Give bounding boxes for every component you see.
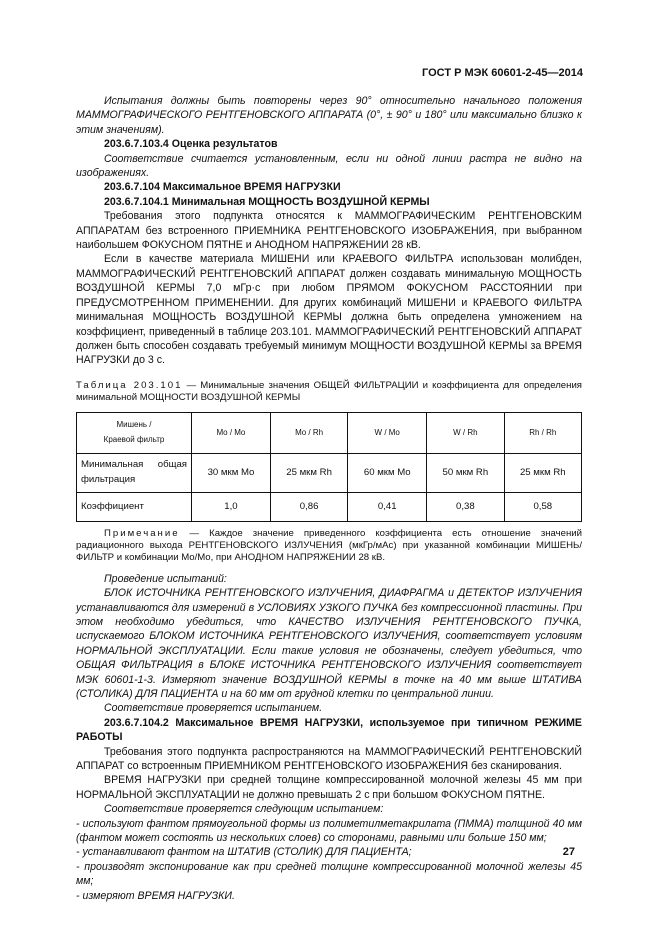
table-cell: 60 мкм Mo — [348, 453, 427, 492]
list-item: - используют фантом прямоугольной формы из полиметилметакрилата (ПММА) толщиной 40 мм (фантом может состоять из нескольких слоев) со сторонами, равными или больше 150 мм; — [76, 817, 582, 845]
table-column-header: W / Rh — [427, 412, 504, 453]
table-column-header: Rh / Rh — [504, 412, 581, 453]
document-header: ГОСТ Р МЭК 60601-2-45—2014 — [422, 67, 583, 79]
table-caption — [76, 380, 582, 404]
heading-203-6-7-104-1: 203.6.7.104.1 Минимальная МОЩНОСТЬ ВОЗДУШНОЙ КЕРМЫ — [104, 195, 430, 208]
table-cell: 0,41 — [348, 492, 427, 521]
table-cell: 25 мкм Rh — [270, 453, 347, 492]
page-number: 27 — [562, 846, 575, 858]
table-row-label: Минимальная общая фильтрация — [77, 453, 192, 492]
heading-203-6-7-104-2: 203.6.7.104.2 Максимальное ВРЕМЯ НАГРУЗКИ, используемое при типичном РЕЖИМЕ РАБОТЫ — [76, 716, 582, 744]
table-caption-label: Таблица 203.101 — [76, 379, 183, 391]
paragraph-compliance-test: Соответствие проверяется испытанием. — [104, 702, 323, 715]
document-body — [76, 94, 582, 903]
table-row-filtration — [77, 453, 582, 492]
heading-203-6-7-103-4: 203.6.7.103.4 Оценка результатов — [104, 138, 278, 151]
heading-203-6-7-104: 203.6.7.104 Максимальное ВРЕМЯ НАГРУЗКИ — [104, 181, 341, 194]
list-item: - устанавливают фантом на ШТАТИВ (СТОЛИК) ДЛЯ ПАЦИЕНТА; — [76, 846, 412, 859]
list-item: - измеряют ВРЕМЯ НАГРУЗКИ. — [76, 889, 235, 902]
table-caption-text: — Минимальные значения ОБЩЕЙ ФИЛЬТРАЦИИ и коэффициента для определения минимальной МОЩНОСТИ ВОЗДУШНОЙ КЕРМЫ — [76, 379, 582, 403]
paragraph-compliance-following: Соответствие проверяется следующим испытанием: — [104, 803, 384, 816]
table-cell: 25 мкм Rh — [504, 453, 581, 492]
paragraph-requirements-integrated: Требования этого подпункта распространяются на МАММОГРАФИЧЕСКИЙ РЕНТГЕНОВСКИЙ АППАРАТ со встроенным ПРИЕМНИКОМ РЕНТГЕНОВСКОГО ИЗОБРАЖЕНИЯ без сканирования. — [76, 745, 582, 772]
paragraph-test-setup: БЛОК ИСТОЧНИКА РЕНТГЕНОВСКОГО ИЗЛУЧЕНИЯ, ДИАФРАГМА и ДЕТЕКТОР ИЗЛУЧЕНИЯ устанавливаются для измерений в УСЛОВИЯХ УЗКОГО ПУЧКА без компрессионной пластины. При этом необходимо убедиться, что КАЧЕСТВО ИЗЛУЧЕНИЯ РЕНТГЕНОВСКОГО ПУЧКА, испускаемого БЛОКОМ ИСТОЧНИКА РЕНТГЕНОВСКОГО ИЗЛУЧЕНИЯ, соответствует условиям НОРМАЛЬНОЙ ЭКСПЛУАТАЦИИ. Если такие условия не обозначены, следует убедиться, что ОБЩАЯ ФИЛЬТРАЦИЯ в БЛОКЕ ИСТОЧНИКА РЕНТГЕНОВСКОГО ИЗЛУЧЕНИЯ соответствует МЭК 60601-1-3. Измеряют значение ВОЗДУШНОЙ КЕРМЫ в точке на 40 мм выше ШТАТИВА (СТОЛИКА) ДЛЯ ПАЦИЕНТА и на 60 мм от грудной клетки по центральной линии. — [76, 587, 582, 700]
table-row-label: Коэффициент — [77, 492, 192, 521]
table-cell: 0,86 — [270, 492, 347, 521]
list-item: - производят экспонирование как при средней толщине компрессированной молочной железы 45 мм; — [76, 860, 582, 888]
table-corner-cell: Мишень / Краевой фильтр — [77, 412, 192, 453]
paragraph-repeat-test: Испытания должны быть повторены через 90° относительно начального положения МАММОГРАФИЧЕСКОГО РЕНТГЕНОВСКОГО АППАРАТА (0°, ± 90° и 180° или максимально близко к этим значениям). — [76, 95, 582, 136]
table-header-row — [77, 412, 582, 453]
paragraph-loading-time: ВРЕМЯ НАГРУЗКИ при средней толщине компрессированной молочной железы 45 мм при НОРМАЛЬНОЙ ЭКСПЛУАТАЦИИ не должно превышать 2 с при большом ФОКУСНОМ ПЯТНЕ. — [76, 774, 582, 801]
table-cell: 50 мкм Rh — [427, 453, 504, 492]
paragraph-molybdenum: Если в качестве материала МИШЕНИ или КРАЕВОГО ФИЛЬТРА использован молибден, МАММОГРАФИЧЕСКИЙ РЕНТГЕНОВСКИЙ АППАРАТ должен создавать минимальную МОЩНОСТЬ ВОЗДУШНОЙ КЕРМЫ 7,0 мГр·с при любом ПРЯМОМ ФОКУСНОМ РАССТОЯНИИ при ПРЕДУСМОТРЕННОМ ПРИМЕНЕНИИ. Для других комбинаций МИШЕНИ и КРАЕВОГО ФИЛЬТРА минимальная МОЩНОСТЬ ВОЗДУШНОЙ КЕРМЫ должна быть определена умножением на коэффициент, приведенный в таблице 203.101. МАММОГРАФИЧЕСКИЙ РЕНТГЕНОВСКИЙ АППАРАТ должен быть способен создавать требуемый минимум МОЩНОСТИ ВОЗДУШНОЙ КЕРМЫ за ВРЕМЯ НАГРУЗКИ до 3 с. — [76, 253, 582, 367]
table-column-header: Mo / Rh — [270, 412, 347, 453]
table-cell: 0,38 — [427, 492, 504, 521]
table-note — [76, 528, 582, 564]
table-cell: 0,58 — [504, 492, 581, 521]
table-column-header: W / Mo — [348, 412, 427, 453]
paragraph-compliance-raster: Соответствие считается установленным, если ни одной линии растра не видно на изображениях. — [76, 152, 582, 180]
table-row-coefficient — [77, 492, 582, 521]
note-label: Примечание — [104, 527, 180, 539]
paragraph-requirements-scope: Требования этого подпункта относятся к МАММОГРАФИЧЕСКИМ РЕНТГЕНОВСКИМ АППАРАТАМ без встроенного ПРИЕМНИКА РЕНТГЕНОВСКОГО ИЗОБРАЖЕНИЯ, при выбранном наибольшем ФОКУСНОМ ПЯТНЕ и АНОДНОМ НАПРЯЖЕНИИ 28 кВ. — [76, 210, 582, 252]
table-column-header: Mo / Mo — [192, 412, 271, 453]
note-text: — Каждое значение приведенного коэффициента есть отношение значений радиационного выхода РЕНТГЕНОВСКОГО ИЗЛУЧЕНИЯ (мкГр/мАс) при указанной комбинации МИШЕНЬ/ФИЛЬТР и комбинации Mo/Mo, при АНОДНОМ НАПРЯЖЕНИИ 28 кВ. — [76, 527, 582, 563]
table-cell: 1,0 — [192, 492, 271, 521]
table-cell: 30 мкм Mo — [192, 453, 271, 492]
filtration-table — [76, 412, 582, 522]
paragraph-test-procedure: Проведение испытаний: — [104, 572, 227, 585]
